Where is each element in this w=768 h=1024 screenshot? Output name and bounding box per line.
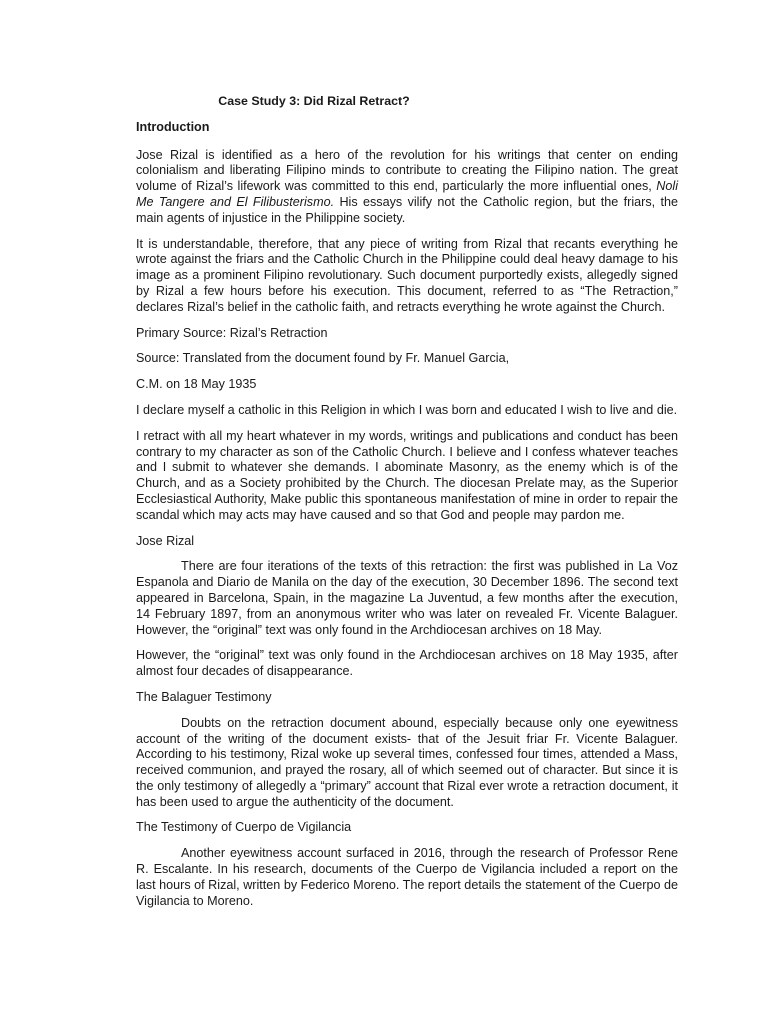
balaguer-heading: The Balaguer Testimony (136, 689, 272, 704)
balaguer-paragraph: Doubts on the retraction document abound, especially because only one eyewitness account of the writing of the document exists- that of the Jesuit friar Fr. Vicente Balaguer. According to his testimony, Rizal woke up several times, confessed four times, attended a Mass, received communion, and prayed the rosary, all of which seemed out of character. But since it is the only testimony of allegedly a “primary” account that Rizal ever wrote a retraction document, it has been used to argue the authenticity of the document. (136, 715, 678, 809)
iterations-paragraph: There are four iterations of the texts of this retraction: the first was published in La Voz Espanola and Diario de Manila on the day of the execution, 30 December 1896. The second text appeared in Barcelona, Spain, in the magazine La Juventud, a few months after the execution, 14 February 1897, from an anonymous writer who was later on revealed Fr. Vicente Balaguer. However, the “original” text was only found in the Archdiocesan archives on 18 May. (136, 559, 678, 637)
introduction-heading: Introduction (136, 119, 210, 134)
document-page (136, 94, 678, 919)
intro-paragraph-1 (136, 148, 678, 227)
cuerpo-heading: The Testimony of Cuerpo de Vigilancia (136, 820, 352, 835)
cuerpo-paragraph: Another eyewitness account surfaced in 2016, through the research of Professor Rene R. Escalante. In his research, documents of the Cuerpo de Vigilancia included a report on the last hours of Rizal, written by Federico Moreno. The report details the statement of the Cuerpo de Vigilancia to Moreno. (136, 846, 678, 908)
intro-paragraph-1-text-a: Jose Rizal is identified as a hero of the revolution for his writings that center on ending colonialism and liberating Filipino minds to contribute to creating the Filipino nation. The great volume of Rizal’s lifework was committed to this end, particularly the more influential ones, (136, 147, 678, 194)
document-title: Case Study 3: Did Rizal Retract? (218, 94, 410, 108)
retraction-paragraph-2: I retract with all my heart whatever in my words, writings and publications and conduct has been contrary to my character as son of the Catholic Church. I believe and I confess whatever teaches and I submit to whatever she demands. I abominate Masonry, as the enemy which is of the Church, and as a Society prohibited by the Church. The diocesan Prelate may, as the Superior Ecclesiastical Authority, Make public this spontaneous manifestation of mine in order to repair the scandal which may acts may have caused and so that God and people may pardon me. (136, 428, 678, 522)
source-line: Source: Translated from the document found by Fr. Manuel Garcia, (136, 351, 510, 366)
primary-source-label: Primary Source: Rizal’s Retraction (136, 325, 328, 340)
source-date: C.M. on 18 May 1935 (136, 377, 257, 392)
signature: Jose Rizal (136, 533, 195, 548)
original-found-paragraph: However, the “original” text was only found in the Archdiocesan archives on 18 May 1935, after almost four decades of disappearance. (136, 648, 678, 679)
intro-paragraph-2: It is understandable, therefore, that any piece of writing from Rizal that recants everything he wrote against the friars and the Catholic Church in the Philippine could deal heavy damage to his image as a prominent Filipino revolutionary. Such document purportedly exists, allegedly signed by Rizal a few hours before his execution. This document, referred to as “The Retraction,” declares Rizal’s belief in the catholic faith, and retracts everything he wrote against the Church. (136, 236, 678, 314)
intro-paragraph-1-text-b: His essays vilify not the Catholic region, but the friars, the main agents of injustice in the Philippine society. (136, 194, 678, 225)
retraction-paragraph-1: I declare myself a catholic in this Religion in which I was born and educated I wish to live and die. (136, 402, 678, 417)
intro-paragraph-1-italic: Noli Me Tangere and El Filibusterismo. (136, 179, 678, 209)
